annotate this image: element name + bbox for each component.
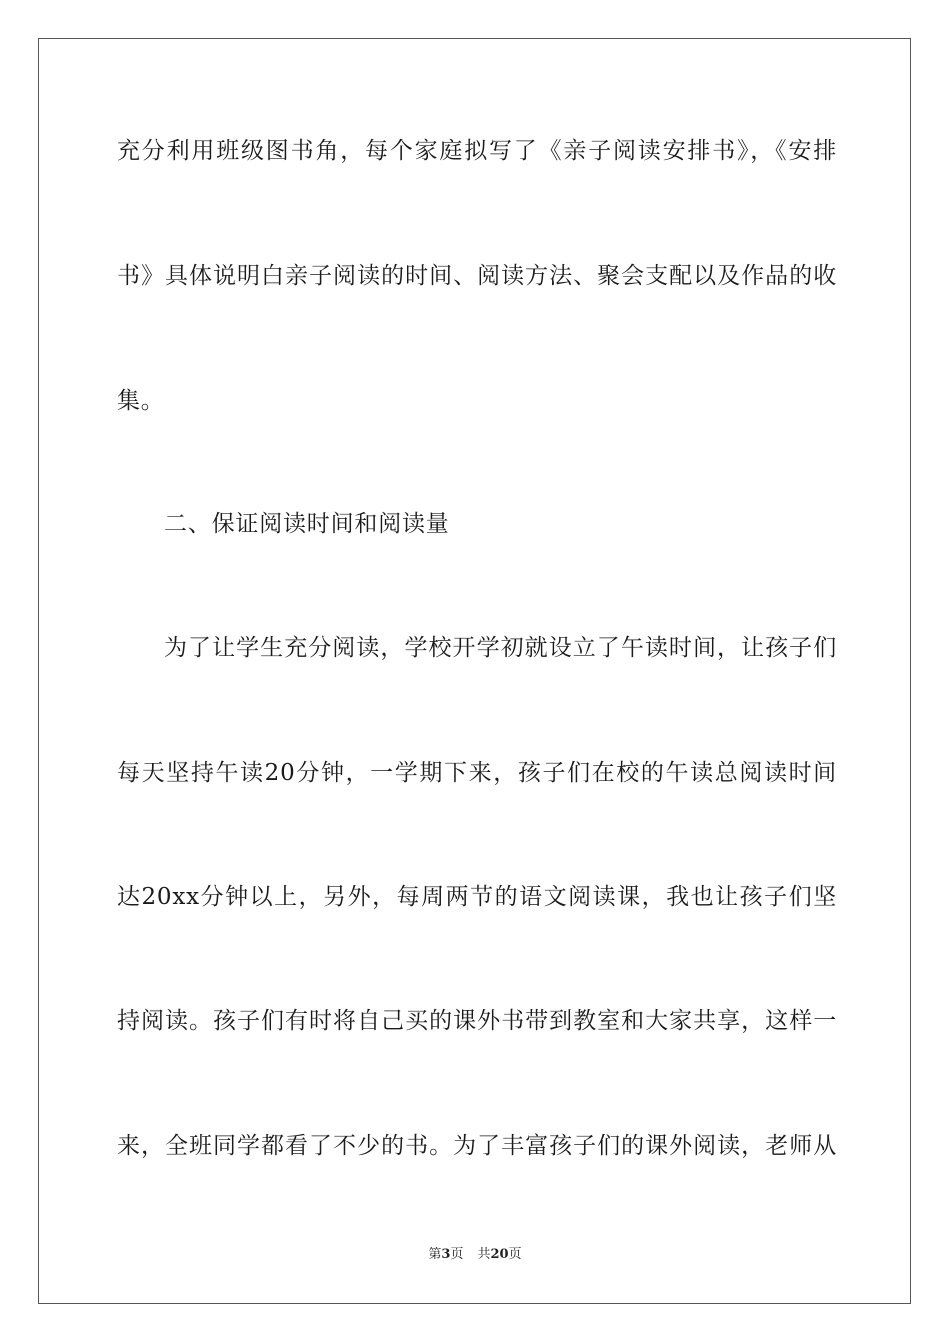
footer-page-total: 20 — [490, 1247, 509, 1262]
footer-page-current: 3 — [441, 1247, 451, 1262]
body-line-2: 书》具体说明白亲子阅读的时间、阅读方法、聚会支配以及作品的收 — [117, 263, 837, 289]
footer-page-suffix: 页 — [450, 1247, 464, 1262]
page-border — [38, 38, 911, 1304]
body-line-3: 集。 — [117, 388, 165, 414]
footer-total-suffix: 页 — [508, 1247, 522, 1262]
body-line-6: 每天坚持午读20分钟，一学期下来，孩子们在校的午读总阅读时间 — [117, 760, 837, 786]
body-line-7: 达20xx分钟以上，另外，每周两节的语文阅读课，我也让孩子们坚 — [117, 884, 837, 910]
footer-page-prefix: 第 — [428, 1247, 442, 1262]
footer-total-prefix: 共 — [477, 1247, 491, 1262]
body-line-5: 为了让学生充分阅读，学校开学初就设立了午读时间，让孩子们 — [164, 635, 837, 661]
body-line-9: 来，全班同学都看了不少的书。为了丰富孩子们的课外阅读，老师从 — [117, 1133, 837, 1159]
page-footer — [0, 1246, 950, 1264]
section-heading: 二、保证阅读时间和阅读量 — [164, 511, 450, 537]
body-line-1: 充分利用班级图书角，每个家庭拟写了《亲子阅读安排书》，《安排 — [117, 138, 837, 164]
body-line-8: 持阅读。孩子们有时将自己买的课外书带到教室和大家共享，这样一 — [117, 1008, 837, 1034]
